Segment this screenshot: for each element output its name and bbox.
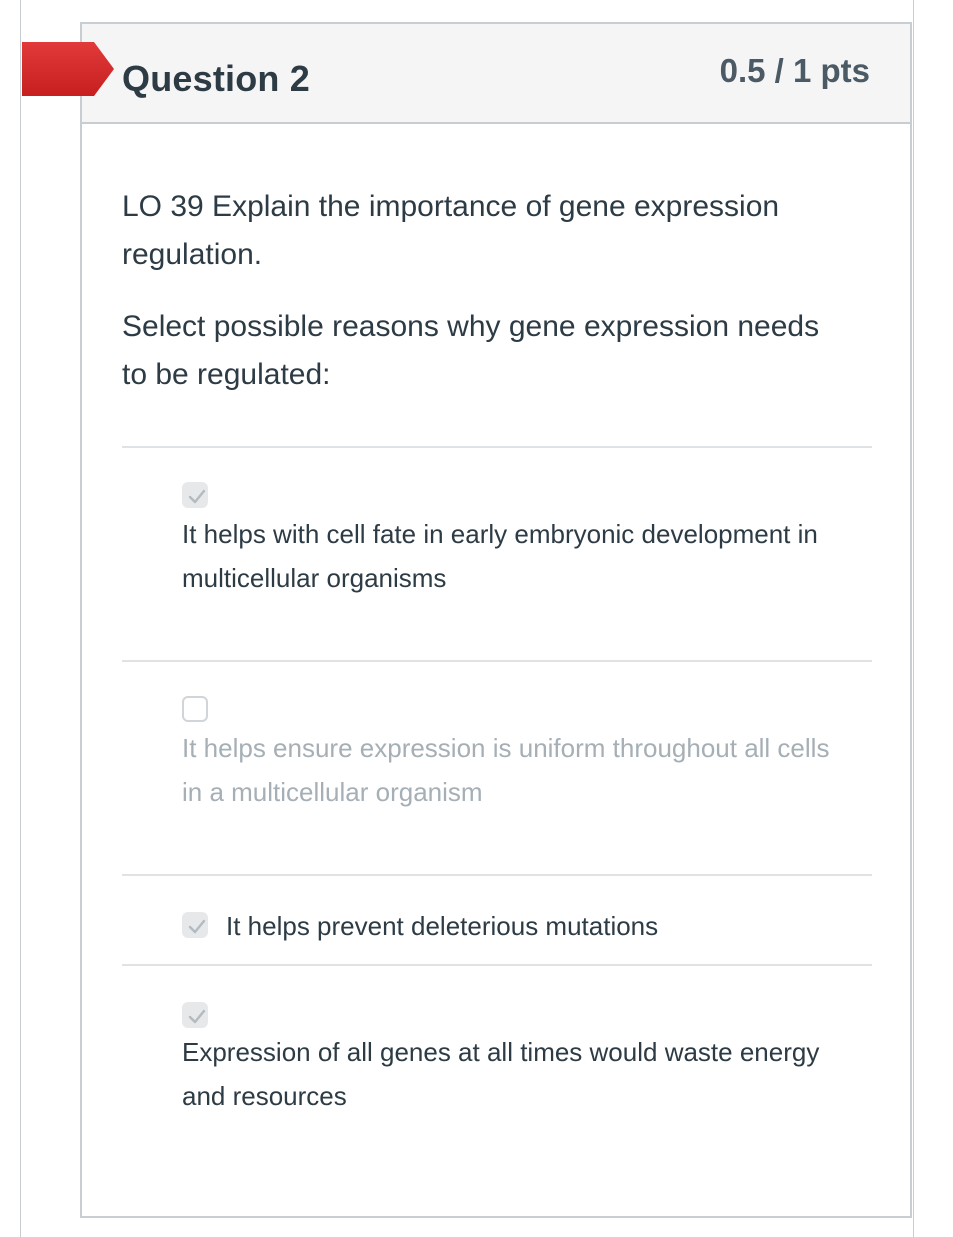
question-learning-objective: LO 39 Explain the importance of gene expression regulation. (122, 190, 780, 271)
answer-4-text: Expression of all genes at all times would waste energy and resources (182, 1037, 820, 1111)
question-points: 0.5 / 1 pts (719, 52, 870, 89)
page-right-border (913, 0, 914, 1237)
answer-4-checkbox[interactable] (182, 1002, 208, 1028)
answer-2-checkbox[interactable] (182, 696, 208, 722)
answer-1-text: It helps with cell fate in early embryonic development in multicellular organisms (182, 519, 818, 593)
question-header (82, 24, 910, 124)
question-prompt: Select possible reasons why gene expression needs to be regulated: (122, 310, 820, 391)
answer-divider (122, 446, 872, 448)
answer-divider (122, 964, 872, 966)
check-icon (187, 487, 207, 507)
check-icon (187, 1007, 207, 1027)
incorrect-answer-flag-icon (22, 42, 114, 96)
page-left-border (20, 0, 21, 1237)
answer-2-text: It helps ensure expression is uniform throughout all cells in a multicellular organism (182, 733, 830, 807)
question-title: Question 2 (122, 58, 311, 99)
check-icon (187, 917, 207, 937)
answer-1-checkbox[interactable] (182, 482, 208, 508)
answer-3-text: It helps prevent deleterious mutations (226, 911, 659, 941)
answer-divider (122, 660, 872, 662)
answer-divider (122, 874, 872, 876)
answer-3-checkbox[interactable] (182, 912, 208, 938)
